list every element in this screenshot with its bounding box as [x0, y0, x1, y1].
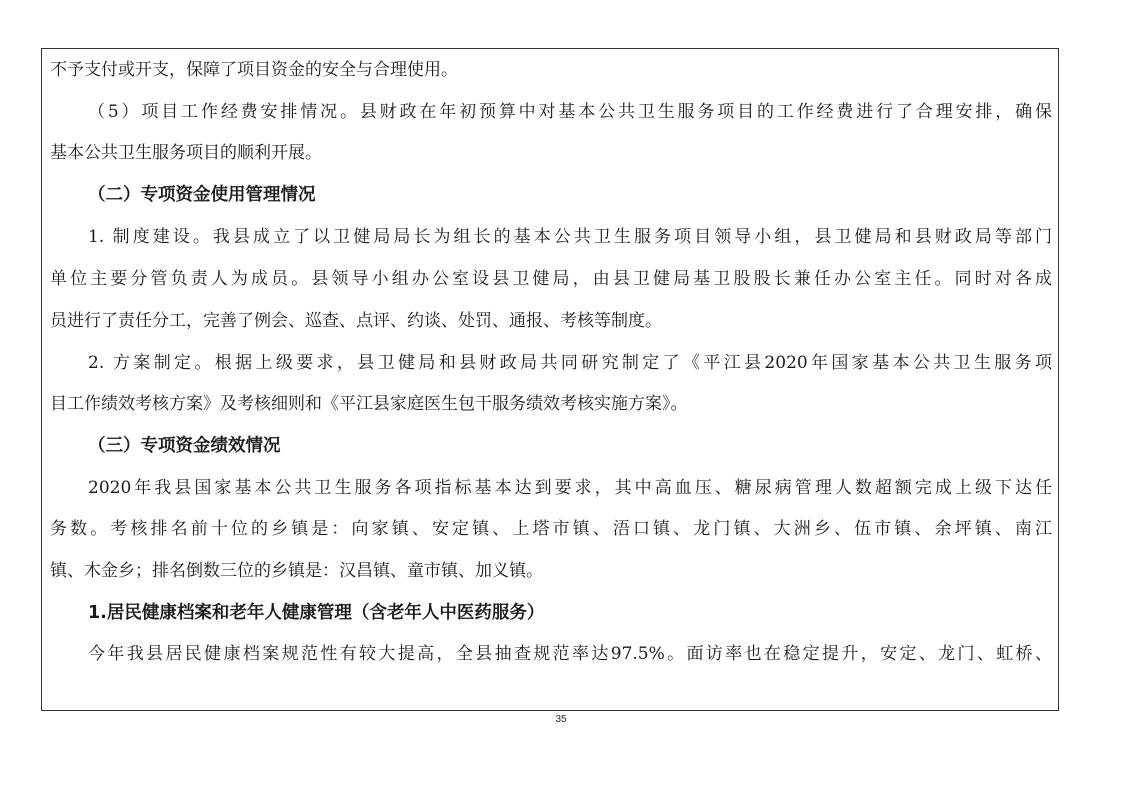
paragraph-line-5: 1. 制度建设。我县成立了以卫健局局长为组长的基本公共卫生服务项目领导小组，县卫健局和县财政局等部门	[88, 227, 1052, 247]
paragraph-line-12: 务数。考核排名前十位的乡镇是：向家镇、安定镇、上塔市镇、浯口镇、龙门镇、大洲乡、伍市镇、余坪镇、南江	[50, 519, 1052, 539]
paragraph-line-6: 单位主要分管负责人为成员。县领导小组办公室设县卫健局，由县卫健局基卫股股长兼任办公室主任。同时对各成	[50, 269, 1052, 289]
paragraph-line-8: 2. 方案制定。根据上级要求，县卫健局和县财政局共同研究制定了《平江县2020年国家基本公共卫生服务项	[88, 353, 1052, 373]
page-frame	[41, 48, 1059, 711]
section-heading-2: （二）专项资金使用管理情况	[88, 185, 316, 205]
page-number: 35	[555, 714, 567, 725]
paragraph-line-3: 基本公共卫生服务项目的顺利开展。	[50, 143, 322, 163]
paragraph-line-9: 目工作绩效考核方案》及考核细则和《平江县家庭医生包干服务绩效考核实施方案》。	[50, 394, 688, 414]
paragraph-line-2: （5）项目工作经费安排情况。县财政在年初预算中对基本公共卫生服务项目的工作经费进行了合理安排，确保	[88, 102, 1052, 122]
section-heading-3: （三）专项资金绩效情况	[88, 436, 281, 456]
paragraph-line-11: 2020年我县国家基本公共卫生服务各项指标基本达到要求，其中高血压、糖尿病管理人数超额完成上级下达任	[88, 478, 1052, 498]
subsection-heading-1: 1.居民健康档案和老年人健康管理（含老年人中医药服务）	[88, 603, 545, 623]
paragraph-line-7: 员进行了责任分工，完善了例会、巡查、点评、约谈、处罚、通报、考核等制度。	[50, 311, 662, 331]
paragraph-line-13: 镇、木金乡；排名倒数三位的乡镇是：汉昌镇、童市镇、加义镇。	[50, 561, 543, 581]
paragraph-line-15: 今年我县居民健康档案规范性有较大提高，全县抽查规范率达97.5%。面访率也在稳定提升，安定、龙门、虹桥、	[88, 644, 1052, 664]
paragraph-line-1: 不予支付或开支，保障了项目资金的安全与合理使用。	[50, 60, 458, 80]
